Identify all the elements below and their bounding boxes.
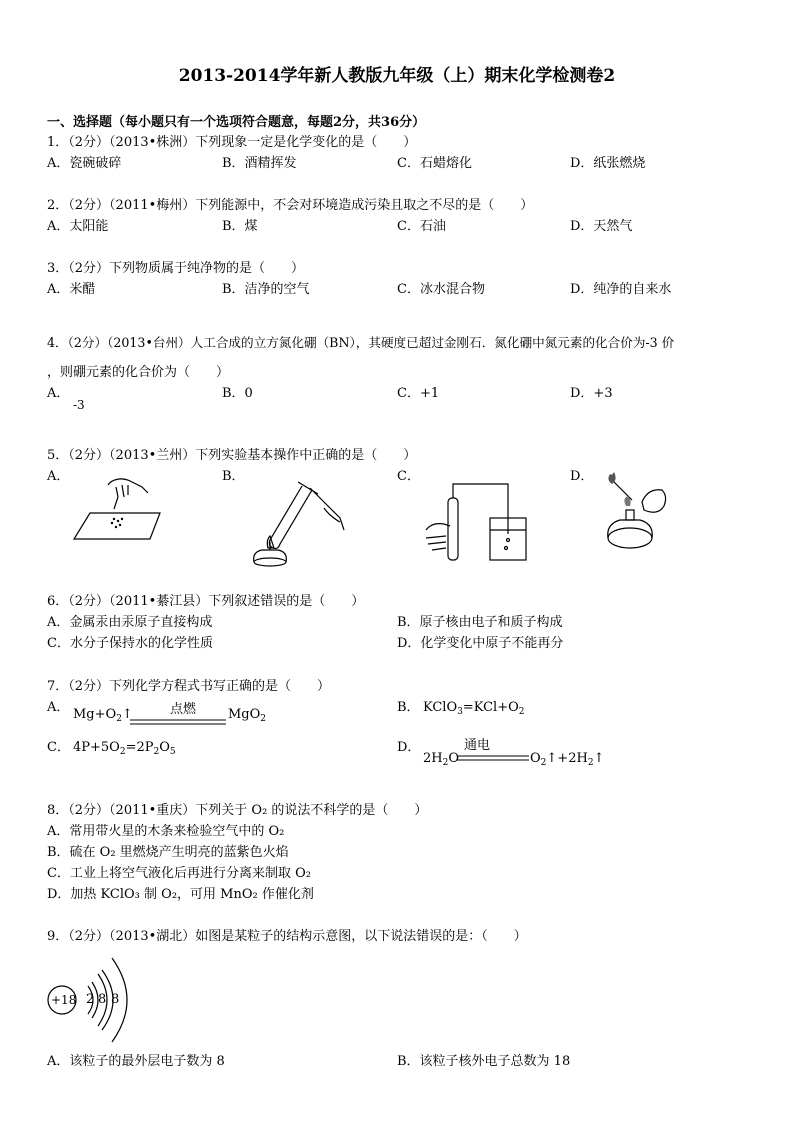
q2-option-c: C．石油 [397, 219, 446, 234]
q8-option-c: C．工业上将空气液化后再进行分离来制取 O₂ [47, 866, 311, 881]
q5-option-a-label: A． [47, 469, 70, 484]
q6-option-a: A．金属汞由汞原子直接构成 [47, 615, 213, 630]
q8-option-a: A．常用带火星的木条来检验空气中的 O₂ [47, 824, 285, 839]
q9-stem: 9．（2分）（2013•湖北）如图是某粒子的结构示意图，以下说法错误的是：（ ） [47, 929, 527, 944]
page-title: 2013-2014学年新人教版九年级（上）期末化学检测卷2 [178, 66, 616, 86]
q9-shell-1-count: 2 [86, 992, 95, 1007]
q1-option-b: B．酒精挥发 [222, 156, 297, 171]
section-heading: 一、选择题（每小题只有一个选项符合题意，每题2分，共36分） [47, 115, 426, 130]
q4-option-c: C．+1 [397, 386, 440, 401]
q5-option-c-label: C． [397, 469, 420, 484]
q1-option-d: D．纸张燃烧 [570, 156, 646, 171]
q8-option-d: D．加热 KClO₃ 制 O₂，可用 MnO₂ 作催化剂 [47, 887, 314, 902]
q7-option-b-label: B． [397, 700, 420, 715]
q5-figure-a [70, 473, 170, 543]
q4-stem-line1: 4．（2分）（2013•台州）人工合成的立方氮化硼（BN），其硬度已超过金刚石．氮化硼中氮元素的化合价为-3 价 [47, 335, 675, 350]
q7-option-d-reactant: $2H_2O$ [423, 751, 460, 768]
q6-stem: 6．（2分）（2011•綦江县）下列叙述错误的是（ ） [47, 594, 365, 609]
q8-stem: 8．（2分）（2011•重庆）下列关于 O₂ 的说法不科学的是（ ） [47, 803, 428, 818]
q7-option-a-label: A． [47, 700, 70, 715]
q4-stem-line2: ，则硼元素的化合价为（ ） [47, 365, 230, 380]
q5-figure-c [420, 478, 540, 563]
q3-option-b: B．洁净的空气 [222, 282, 310, 297]
q3-option-d: D．纯净的自来水 [570, 282, 672, 297]
q5-option-b-label: B． [222, 469, 245, 484]
q4-option-b: B．0 [222, 386, 253, 401]
q7-option-d-condition: 通电 [464, 738, 491, 753]
q1-stem: 1．（2分）（2013•株洲）下列现象一定是化学变化的是（ ） [47, 135, 417, 150]
q3-option-a: A．米醋 [47, 282, 96, 297]
q5-figure-d [592, 466, 672, 556]
q7-option-c-equation: $4P+5O_2=2P_2O_5$ [73, 740, 176, 757]
q6-option-d: D．化学变化中原子不能再分 [397, 636, 564, 651]
q7-option-a-equals-sign [128, 718, 228, 726]
q9-option-b: B．该粒子核外电子总数为 18 [397, 1054, 571, 1069]
q7-option-d-label: D． [397, 740, 421, 755]
q3-option-c: C．冰水混合物 [397, 282, 485, 297]
q2-option-b: B．煤 [222, 219, 258, 234]
q9-nucleus-charge: +18 [51, 993, 77, 1007]
q7-stem: 7．（2分）下列化学方程式书写正确的是（ ） [47, 679, 331, 694]
q4-option-d: D．+3 [570, 386, 613, 401]
q9-option-a: A．该粒子的最外层电子数为 8 [47, 1054, 225, 1069]
q7-option-b-equation: $KClO_3=KCl+O_2$ [423, 700, 525, 717]
q5-option-d-label: D． [570, 469, 594, 484]
q5-stem: 5．（2分）（2013•兰州）下列实验基本操作中正确的是（ ） [47, 448, 417, 463]
q8-option-b: B．硫在 O₂ 里燃烧产生明亮的蓝紫色火焰 [47, 845, 289, 860]
q2-option-a: A．太阳能 [47, 219, 109, 234]
q1-option-c: C．石蜡熔化 [397, 156, 472, 171]
q6-option-b: B．原子核由电子和质子构成 [397, 615, 563, 630]
q5-figure-b [240, 478, 350, 568]
q7-option-a-condition: 点燃 [170, 702, 197, 717]
q2-option-d: D．天然气 [570, 219, 633, 234]
q7-option-d-equals-sign [455, 754, 531, 762]
q3-stem: 3．（2分）下列物质属于纯净物的是（ ） [47, 261, 305, 276]
q1-option-a: A．瓷碗破碎 [47, 156, 122, 171]
q7-option-d-products: $O_2↑+2H_2↑$ [530, 751, 605, 768]
q6-option-c: C．水分子保持水的化学性质 [47, 636, 213, 651]
q9-shell-3-count: 8 [111, 992, 120, 1007]
q7-option-a-product: MgO$_2$ [228, 707, 267, 724]
q9-shell-2-count: 8 [98, 992, 107, 1007]
q7-option-a-equation: $Mg+O_2↑$ [73, 707, 133, 724]
q4-option-a-value: -3 [73, 398, 85, 412]
q2-stem: 2．（2分）（2011•梅州）下列能源中，不会对环境造成污染且取之不尽的是（ ） [47, 198, 534, 213]
q4-option-a-label: A． [47, 386, 70, 401]
q7-option-c-label: C． [47, 740, 70, 755]
